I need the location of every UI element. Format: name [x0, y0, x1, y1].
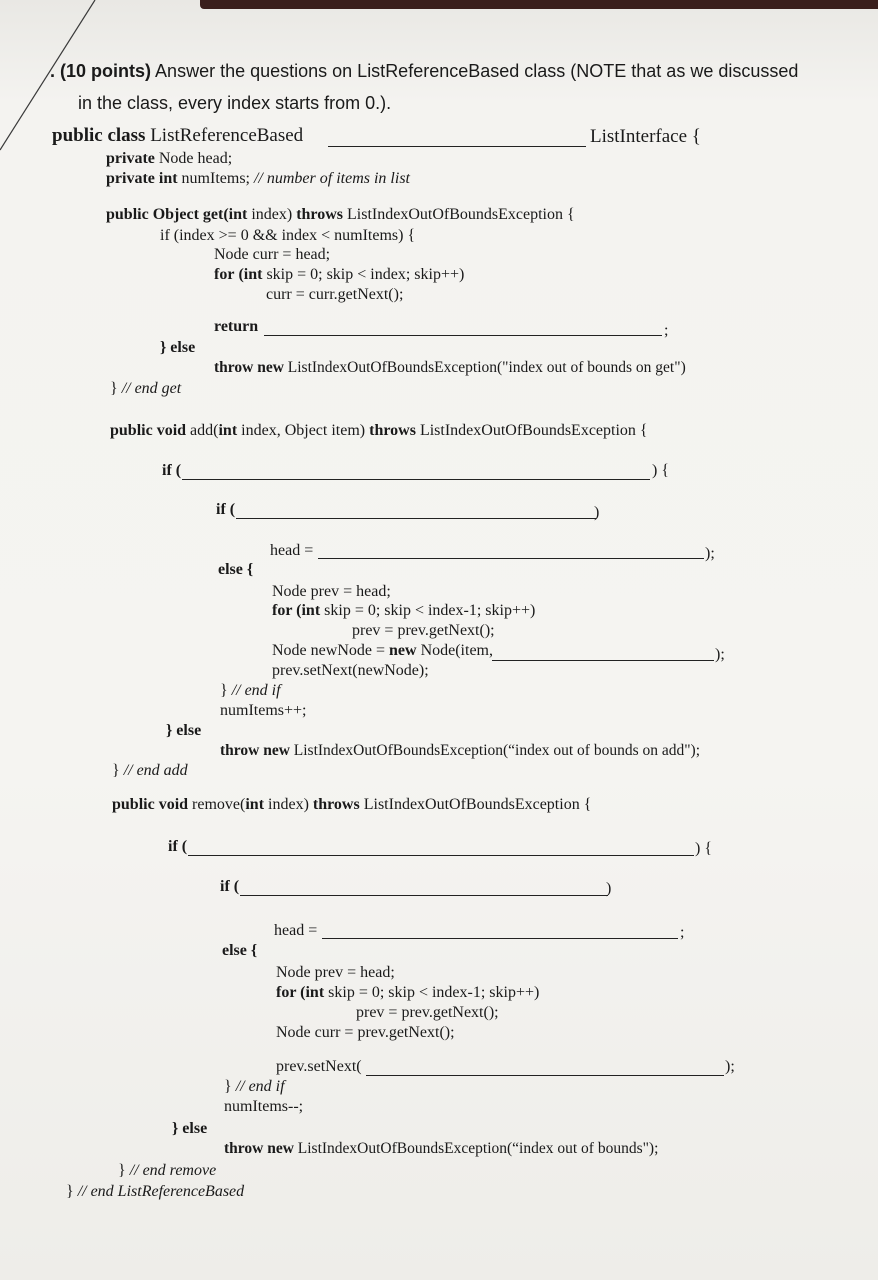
- code-text: skip = 0; skip < index-1; skip++): [320, 602, 536, 619]
- code-text: index): [247, 206, 297, 223]
- keyword: throws: [312, 796, 360, 813]
- add-head: head =: [270, 542, 314, 559]
- keyword: for (int: [276, 984, 325, 1001]
- get-for: [214, 266, 464, 284]
- keyword: private int: [106, 170, 178, 187]
- question-number: .: [50, 61, 56, 81]
- keyword: int: [245, 796, 265, 813]
- code-comment: // number of items in list: [249, 170, 410, 187]
- keyword: throw new: [214, 359, 284, 376]
- keyword: public void: [112, 796, 189, 813]
- code-text: Node head;: [154, 150, 233, 167]
- remove-numitems: numItems--;: [224, 1098, 304, 1115]
- keyword: throws: [369, 422, 416, 439]
- field-head: [106, 150, 232, 168]
- keyword: new: [389, 642, 417, 659]
- keyword: public void: [110, 422, 187, 439]
- interface-name: ListInterface {: [590, 126, 701, 147]
- keyword: throw new: [220, 742, 290, 759]
- semicolon: ;: [664, 322, 669, 339]
- add-throw: [220, 742, 700, 760]
- add-head-blank[interactable]: [318, 558, 704, 559]
- code-text: ListIndexOutOfBoundsException {: [359, 796, 592, 813]
- code-text: get(: [198, 206, 229, 223]
- question-text-1: Answer the questions on ListReferenceBased class (NOTE that as we discussed: [151, 61, 799, 81]
- remove-if2-close: ): [606, 880, 612, 897]
- add-if2-close: ): [594, 504, 600, 521]
- question-line-1: [50, 60, 798, 82]
- remove-if1-blank[interactable]: [188, 855, 694, 856]
- add-head-close: );: [705, 545, 715, 562]
- code-text: skip = 0; skip < index; skip++): [262, 266, 465, 283]
- add-endif: [220, 682, 281, 700]
- code-text: ListIndexOutOfBoundsException {: [343, 206, 575, 223]
- code-text: index): [264, 796, 313, 813]
- get-return: return: [214, 318, 259, 335]
- add-newnode-close: );: [715, 646, 725, 663]
- add-if2-blank[interactable]: [236, 518, 596, 519]
- brace: }: [110, 380, 118, 397]
- brace: }: [112, 762, 120, 779]
- code-text: ListIndexOutOfBoundsException {: [415, 422, 648, 439]
- keyword: (int: [238, 266, 263, 283]
- add-numitems: numItems++;: [220, 702, 307, 719]
- code-comment: // end ListReferenceBased: [73, 1183, 245, 1200]
- remove-if2-blank[interactable]: [240, 895, 608, 896]
- class-declaration: [52, 125, 303, 147]
- add-newnode: [272, 642, 493, 660]
- code-text: ListIndexOutOfBoundsException("index out of bounds on get"): [283, 359, 686, 376]
- remove-signature: [112, 796, 591, 814]
- keyword: throws: [296, 206, 344, 223]
- remove-if1: if (: [168, 838, 188, 855]
- code-text: index, Object item): [237, 422, 370, 439]
- get-curr-next: curr = curr.getNext();: [266, 286, 404, 303]
- remove-else: else {: [222, 942, 258, 959]
- return-blank[interactable]: [264, 335, 662, 336]
- get-else: } else: [160, 339, 196, 356]
- remove-end: [118, 1162, 216, 1180]
- get-if: if (index >= 0 && index < numItems) {: [160, 227, 416, 244]
- keyword: int: [228, 206, 248, 223]
- code-text: ListIndexOutOfBoundsException(“index out of bounds");: [293, 1140, 659, 1157]
- add-if1: if (: [162, 462, 182, 479]
- remove-throw: [224, 1140, 658, 1158]
- remove-else-outer: } else: [172, 1120, 208, 1137]
- get-signature: [106, 206, 575, 224]
- code-text: Node newNode =: [272, 642, 389, 659]
- brace: }: [224, 1078, 232, 1095]
- question-points: (10 points): [60, 61, 152, 81]
- add-else-outer: } else: [166, 722, 202, 739]
- brace: }: [118, 1162, 126, 1179]
- get-end: [110, 380, 181, 398]
- add-prev-init: Node prev = head;: [272, 583, 391, 600]
- add-if1-blank[interactable]: [182, 479, 650, 480]
- code-text: remove(: [188, 796, 246, 813]
- code-comment: // end if: [231, 1078, 285, 1095]
- keyword: private: [106, 150, 155, 167]
- code-comment: // end add: [119, 762, 188, 779]
- add-if1-close: ) {: [652, 462, 670, 479]
- code-comment: // end get: [117, 380, 182, 397]
- add-for: [272, 602, 535, 620]
- remove-endif: [224, 1078, 285, 1096]
- remove-setnext-close: );: [725, 1058, 735, 1075]
- remove-for: [276, 984, 539, 1002]
- add-else: else {: [218, 561, 254, 578]
- remove-curr: Node curr = prev.getNext();: [276, 1024, 455, 1041]
- add-setnext: prev.setNext(newNode);: [272, 662, 429, 679]
- code-comment: // end remove: [125, 1162, 217, 1179]
- keyword: for (int: [272, 602, 321, 619]
- code-text: Node(item,: [416, 642, 493, 659]
- keyword: throw new: [224, 1140, 294, 1157]
- remove-setnext-blank[interactable]: [366, 1075, 724, 1076]
- remove-head-blank[interactable]: [322, 938, 678, 939]
- remove-setnext: prev.setNext(: [276, 1058, 362, 1075]
- remove-if2: if (: [220, 878, 240, 895]
- code-comment: // end if: [227, 682, 281, 699]
- code-text: ListIndexOutOfBoundsException(“index out of bounds on add");: [289, 742, 701, 759]
- remove-prev-init: Node prev = head;: [276, 964, 395, 981]
- question-line-2: in the class, every index starts from 0.).: [78, 93, 392, 113]
- keyword: public Object: [106, 206, 199, 223]
- brace: }: [66, 1183, 74, 1200]
- keyword: public class: [52, 125, 146, 146]
- get-curr-init: Node curr = head;: [214, 246, 331, 263]
- brace: }: [220, 682, 228, 699]
- get-throw: [214, 359, 686, 377]
- remove-head-close: ;: [680, 924, 685, 941]
- remove-if1-close: ) {: [695, 840, 713, 857]
- add-end: [112, 762, 188, 780]
- add-prev-next: prev = prev.getNext();: [352, 622, 495, 639]
- field-numitems: [106, 170, 410, 188]
- code-text: skip = 0; skip < index-1; skip++): [324, 984, 540, 1001]
- remove-head: head =: [274, 922, 318, 939]
- remove-prev-next: prev = prev.getNext();: [356, 1004, 499, 1021]
- keyword: int: [218, 422, 238, 439]
- add-signature: [110, 422, 648, 440]
- implements-blank[interactable]: [328, 146, 586, 147]
- code-text: add(: [186, 422, 219, 439]
- add-newnode-blank[interactable]: [492, 660, 714, 661]
- code-text: numItems;: [177, 170, 250, 187]
- keyword: for: [214, 266, 235, 283]
- class-name: ListReferenceBased: [145, 125, 304, 146]
- add-if2: if (: [216, 501, 236, 518]
- class-end: [66, 1183, 244, 1201]
